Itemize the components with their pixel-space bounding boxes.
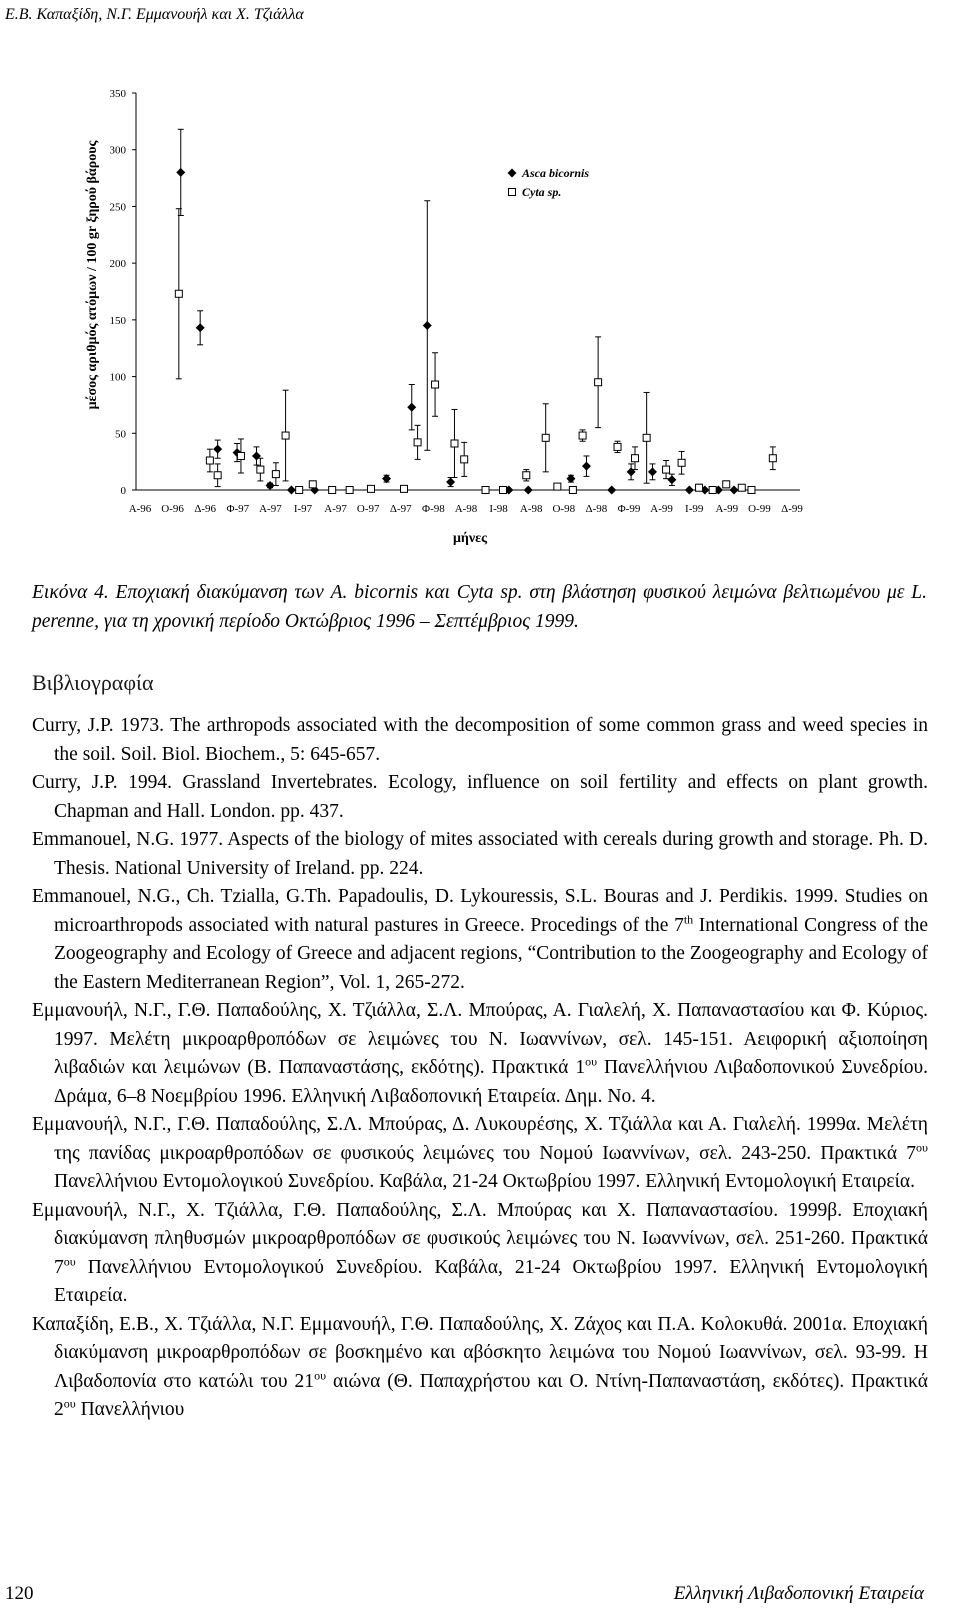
reference-text: Πανελλήνιου Λιβαδοπονικού Συνεδρίου. Δράμα, 6–8 Νοεμβρίου 1996. Ελληνική Λιβαδοπονική Εταιρεία. Δημ. Νο. 4. xyxy=(54,1057,928,1107)
x-tick-label: Ι-99 xyxy=(685,503,704,515)
asca-point xyxy=(446,478,455,487)
reference-superscript: ου xyxy=(314,1368,327,1382)
y-tick-label: 250 xyxy=(109,201,126,214)
cyta-point xyxy=(206,457,213,464)
reference-text: Emmanouel, N.G. 1977. Aspects of the biology of mites associated with cereals during growth and storage. Ph. D. Thesis. National University of Ireland. pp. 224. xyxy=(32,829,928,879)
reference-text: Πανελλήνιου Εντομολογικού Συνεδρίου. Καβάλα, 21-24 Οκτωβρίου 1997. Ελληνική Εντομολογική Εταιρεία. xyxy=(54,1171,915,1192)
asca-point xyxy=(730,486,739,495)
cyta-point xyxy=(663,466,670,473)
asca-point xyxy=(407,403,416,412)
reference-text: Πανελλήνιου xyxy=(75,1399,185,1420)
cyta-point xyxy=(296,487,303,494)
reference-item xyxy=(32,1311,928,1425)
cyta-point xyxy=(709,487,716,494)
reference-superscript: ου xyxy=(63,1396,76,1411)
asca-point xyxy=(648,467,657,476)
reference-item xyxy=(32,1197,928,1311)
asca-point xyxy=(627,467,636,476)
x-tick-label: Φ-97 xyxy=(226,503,250,515)
x-tick-label: Α-97 xyxy=(324,503,347,515)
reference-text: Πανελλήνιου Εντομολογικού Συνεδρίου. Καβάλα, 21-24 Οκτωβρίου 1997. Ελληνική Εντομολογική Εταιρεία. xyxy=(54,1256,928,1306)
cyta-point xyxy=(214,472,221,479)
x-tick-label: Δ-99 xyxy=(781,503,803,515)
reference-item xyxy=(32,997,928,1111)
cyta-point xyxy=(523,472,530,479)
cyta-point xyxy=(329,487,336,494)
x-tick-label: Α-96 xyxy=(128,503,152,515)
asca-point xyxy=(685,486,694,495)
reference-text: International Congress of the Zoogeography and Ecology of Greece and adjacent regions, “Contribution to the Zoogeography and Ecology of the Eastern Mediterranean Region”, Vol. 1, 265-272. xyxy=(54,914,928,993)
cyta-point xyxy=(414,439,421,446)
asca-point xyxy=(382,474,391,483)
x-axis-label: μήνες xyxy=(452,531,488,546)
x-tick-label: Ο-98 xyxy=(552,503,576,515)
reference-item xyxy=(32,769,928,826)
asca-point xyxy=(607,486,616,495)
reference-item xyxy=(32,1111,928,1197)
y-tick-label: 50 xyxy=(115,428,126,441)
x-tick-label: Α-97 xyxy=(259,503,282,515)
figure-caption: Εικόνα 4. Εποχιακή διακύμανση των A. bicornis και Cyta sp. στη βλάστηση φυσικού λειμώνα βελτιωμένου με L. perenne, για τη χρονική περίοδο Οκτώβριος 1996 – Σεπτέμβριος 1999. xyxy=(32,582,927,632)
reference-text: Emmanouel, N.G., Ch. Tzialla, G.Th. Papadoulis, D. Lykouressis, S.L. Bouras and J. Perdikis. 1999. Studies on microarthropods associated with natural pastures in Greece. Procedings of the 7 xyxy=(32,886,928,936)
cyta-point xyxy=(696,484,703,491)
y-tick-label: 350 xyxy=(109,88,126,100)
cyta-point xyxy=(579,432,586,439)
x-tick-label: Φ-99 xyxy=(617,503,641,515)
reference-text: Curry, J.P. 1994. Grassland Invertebrates. Ecology, influence on soil fertility and effects on plant growth. Chapman and Hall. London. pp. 437. xyxy=(32,772,928,822)
chart-legend xyxy=(508,166,590,199)
cyta-point xyxy=(569,487,576,494)
x-tick-label: Δ-97 xyxy=(389,503,412,515)
x-tick-label: Δ-96 xyxy=(194,503,217,515)
y-ticks xyxy=(110,88,137,497)
x-tick-label: Α-98 xyxy=(454,503,478,515)
cyta-point xyxy=(643,434,650,441)
cyta-point xyxy=(632,455,639,462)
cyta-point xyxy=(237,452,244,459)
page-number: 120 xyxy=(5,1583,34,1604)
x-tick-label: Α-99 xyxy=(650,503,673,515)
legend-diamond-marker xyxy=(508,169,517,178)
reference-superscript: ου xyxy=(916,1140,928,1154)
cyta-point xyxy=(748,487,755,494)
cyta-point xyxy=(309,481,316,488)
x-tick-label: Ο-99 xyxy=(748,503,771,515)
cyta-point xyxy=(175,290,182,297)
cyta-point xyxy=(738,484,745,491)
cyta-point xyxy=(451,440,458,447)
chart-marks xyxy=(175,129,776,494)
asca-point xyxy=(176,168,185,177)
cyta-point xyxy=(272,471,279,478)
asca-point xyxy=(667,475,676,484)
asca-point xyxy=(524,486,533,495)
reference-text: αιώνα (Θ. Παπαχρήστου και Ο. Ντίνη-Παπαναστάση, εκδότες). Πρακτικά 2 xyxy=(54,1370,928,1420)
y-axis-label-box xyxy=(78,80,108,470)
asca-point xyxy=(582,462,591,471)
reference-text: Εμμανουήλ, Ν.Γ., Γ.Θ. Παπαδούλης, Χ. Τζιάλλα, Σ.Λ. Μπούρας, Α. Γιαλελή, Χ. Παπαναστασίου και Φ. Κύριος. 1997. Μελέτη μικροαρθροπόδων σε λειμώνες του Ν. Ιωαννίνων, σελ. 145-151. Αειφορική αξιοποίηση λιβαδιών και λειμώνων (Β. Παπαναστάσης, εκδότης). Πρακτικά 1 xyxy=(32,1000,928,1078)
reference-superscript: ου xyxy=(63,1254,76,1268)
asca-point xyxy=(287,486,296,495)
x-tick-label: Ι-98 xyxy=(489,503,508,515)
x-ticks xyxy=(129,503,804,515)
cyta-point xyxy=(282,432,289,439)
x-tick-label: Α-99 xyxy=(715,503,739,515)
cyta-point xyxy=(461,456,468,463)
reference-superscript: th xyxy=(683,912,694,926)
x-tick-label: Ο-96 xyxy=(161,503,184,515)
cyta-point xyxy=(432,381,439,388)
legend-label-cyta: Cyta sp. xyxy=(522,185,562,199)
cyta-point xyxy=(401,485,408,492)
reference-list xyxy=(32,712,928,1425)
legend-square-marker xyxy=(509,189,516,196)
reference-text: Curry, J.P. 1973. The arthropods associated with the decomposition of some common grass and weed species in the soil. Soil. Biol. Biochem., 5: 645-657. xyxy=(32,715,928,765)
cyta-point xyxy=(554,483,561,490)
y-tick-label: 200 xyxy=(109,258,126,271)
cyta-point xyxy=(723,481,730,488)
reference-item xyxy=(32,883,928,997)
reference-superscript: ου xyxy=(585,1054,598,1069)
cyta-point xyxy=(482,487,489,494)
legend-label-asca: Asca bicornis xyxy=(522,166,590,180)
reference-text: Καπαξίδη, Ε.Β., Χ. Τζιάλλα, Ν.Γ. Εμμανουήλ, Γ.Θ. Παπαδούλης, Χ. Ζάχος και Π.Α. Κολοκυθά. 2001α. Εποχιακή διακύμανση μικροαρθροπόδων σε βοσκημένο και αβόσκητο λειμώνα του Νομού Ιωαννίνων, σελ. 93-99. Η Λιβαδοπονία στο κατώλι του 21 xyxy=(32,1313,928,1392)
cyta-point xyxy=(614,443,621,450)
cyta-point xyxy=(769,455,776,462)
cyta-point xyxy=(542,434,549,441)
bibliography-heading: Βιβλιογραφία xyxy=(32,670,154,695)
asca-point xyxy=(566,474,575,483)
cyta-point xyxy=(678,459,685,466)
reference-item xyxy=(32,712,928,769)
reference-text: Εμμανουήλ, Ν.Γ., Γ.Θ. Παπαδούλης, Σ.Λ. Μπούρας, Δ. Λυκουρέσης, Χ. Τζιάλλα και Α. Γιαλελή. 1999α. Μελέτη της πανίδας μικροαρθροπόδων σε φυσικούς λειμώνες του Νομού Ιωαννίνων, σελ. 243-250. Πρακτικά 7 xyxy=(32,1114,928,1164)
x-tick-label: Δ-98 xyxy=(585,503,608,515)
cyta-point xyxy=(257,466,264,473)
x-tick-label: Ι-97 xyxy=(293,503,313,515)
running-header: Ε.Β. Καπαξίδη, Ν.Γ. Εμμανουήλ και Χ. Τζιάλλα xyxy=(5,6,304,23)
asca-point xyxy=(252,451,261,460)
chart-axes xyxy=(136,93,800,490)
cyta-point xyxy=(368,485,375,492)
y-tick-label: 100 xyxy=(109,371,126,384)
cyta-point xyxy=(595,379,602,386)
x-tick-label: Ο-97 xyxy=(356,503,380,515)
y-tick-label: 300 xyxy=(109,144,126,157)
asca-point xyxy=(213,445,222,454)
footer-society: Ελληνική Λιβαδοπονική Εταιρεία xyxy=(673,1583,924,1604)
asca-point xyxy=(423,321,432,330)
x-tick-label: Φ-98 xyxy=(422,503,445,515)
y-axis-label: μέσος αριθμός ατόμων / 100 gr ξηρού βάρους xyxy=(85,140,100,410)
asca-point xyxy=(196,323,205,332)
x-tick-label: Α-98 xyxy=(519,503,543,515)
y-tick-label: 150 xyxy=(109,314,126,327)
cyta-point xyxy=(500,487,507,494)
reference-item xyxy=(32,826,928,883)
reference-text: Εμμανουήλ, Ν.Γ., Χ. Τζιάλλα, Γ.Θ. Παπαδούλης, Σ.Λ. Μπούρας και Χ. Παπαναστασίου. 1999β. Εποχιακή διακύμανση πληθυσμών μικροαρθροπόδων σε φυσικούς λειμώνες του Ν. Ιωαννίνων, σελ. 251-260. Πρακτικά 7 xyxy=(32,1199,928,1278)
cyta-point xyxy=(346,487,353,494)
y-tick-label: 0 xyxy=(120,485,126,497)
seasonal-chart xyxy=(0,0,960,560)
